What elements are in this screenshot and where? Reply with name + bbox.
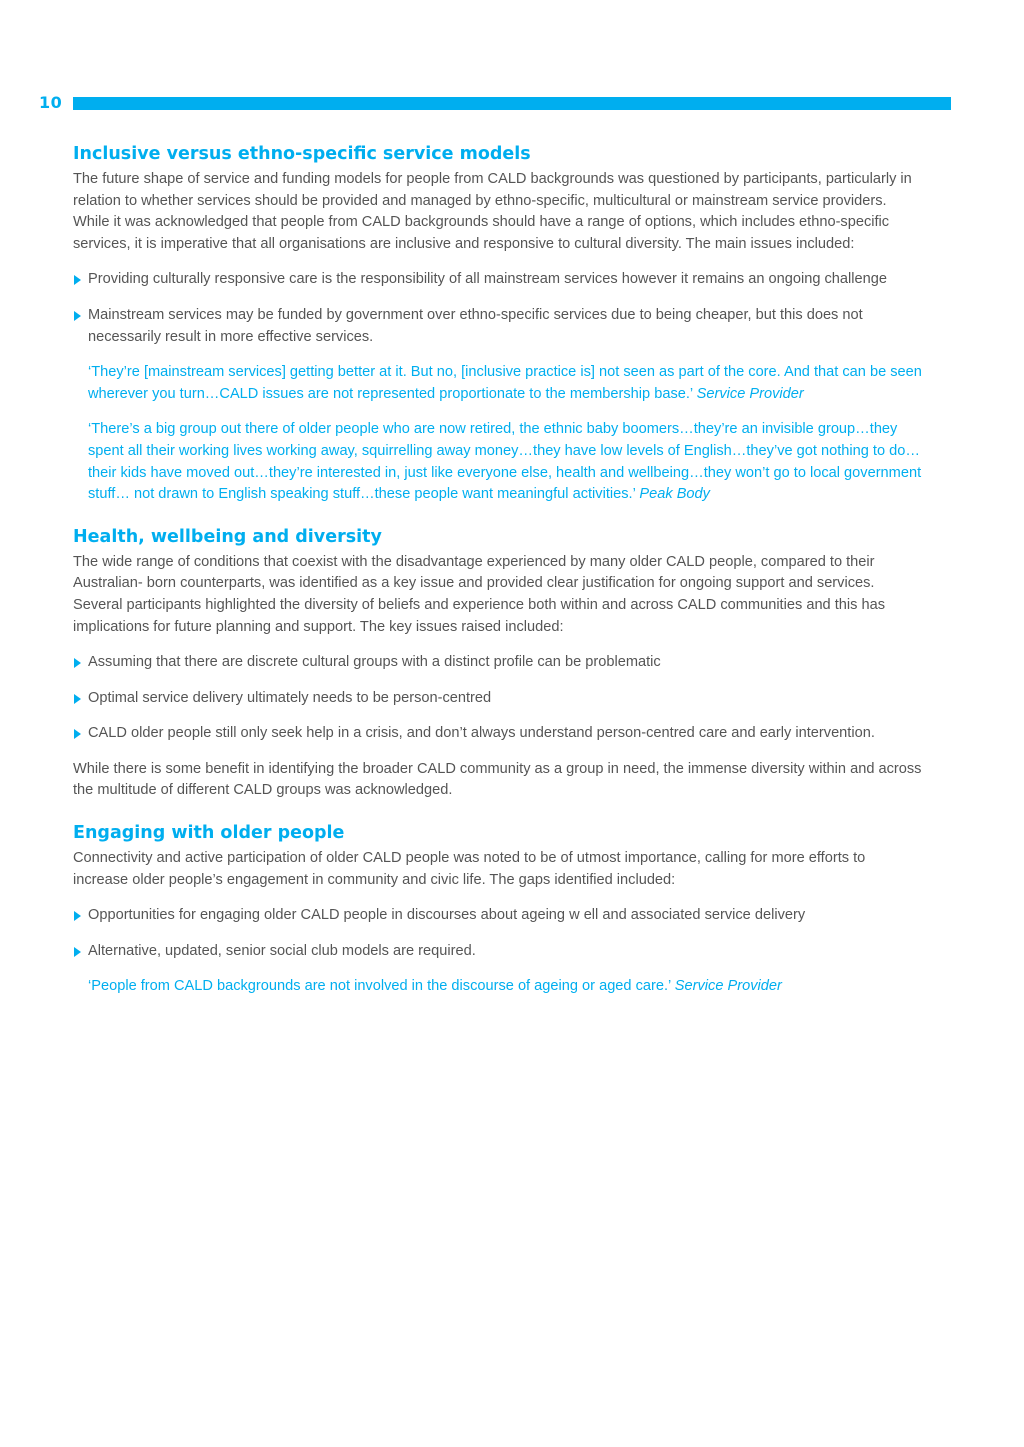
bullet-list: [73, 905, 923, 962]
bullet-text: CALD older people still only seek help in a crisis, and don’t always understand person-centred care and early intervention.: [88, 725, 875, 742]
section-intro: Connectivity and active participation of older CALD people was noted to be of utmost importance, calling for more efforts to increase older people’s engagement in community and civic life. The gaps identified included:: [73, 850, 866, 888]
quote-attribution: Peak Body: [639, 486, 710, 503]
bullet-text: Providing culturally responsive care is the responsibility of all mainstream services however it remains an ongoing challenge: [88, 271, 887, 288]
bullet-list: [73, 269, 923, 348]
bullet-text: Optimal service delivery ultimately needs to be person-centred: [88, 689, 492, 706]
quote-text: ‘They’re [mainstream services] getting better at it. But no, [inclusive practice is] not seen as part of the core. And that can be seen wherever you turn…CALD issues are not represented proportionate to the membership base.’: [88, 364, 922, 402]
section-intro: The wide range of conditions that coexist with the disadvantage experienced by many older CALD people, compared to their Australian- born counterparts, was identified as a key issue and provided clear justification for ongoing support and services. Several participants highlighted the diversity of beliefs and experience both within and across CALD communities and this has implications for future planning and support. The key issues raised included:: [73, 553, 886, 635]
section-health-wellbeing-diversity: [73, 525, 923, 802]
section-inclusive-service-models: [73, 142, 923, 506]
bullet-triangle-icon: [74, 311, 81, 321]
section-heading: Health, wellbeing and diversity: [73, 526, 382, 547]
section-engaging-older-people: [73, 821, 923, 998]
bullet-triangle-icon: [74, 658, 81, 668]
bullet-triangle-icon: [74, 911, 81, 921]
bullet-text: Assuming that there are discrete cultural groups with a distinct profile can be problematic: [88, 654, 661, 671]
bullet-item: [73, 905, 923, 927]
quote: [73, 419, 923, 505]
bullet-triangle-icon: [74, 694, 81, 704]
quote-attribution: Service Provider: [674, 978, 782, 995]
bullet-item: [73, 652, 923, 674]
bullet-item: [73, 941, 923, 963]
quote-attribution: Service Provider: [696, 385, 804, 402]
bullet-triangle-icon: [74, 947, 81, 957]
bullet-triangle-icon: [74, 729, 81, 739]
bullet-item: [73, 723, 923, 745]
quote-text: ‘There’s a big group out there of older people who are now retired, the ethnic baby boomers…they’re an invisible group…they spent all their working lives working away, squirrelling away money…they have low levels of English…they’ve got nothing to do…their kids have moved out…they’re interested in, just like everyone else, health and wellbeing…they won’t go to local government stuff… not drawn to English speaking stuff…these people want meaningful activities.’: [88, 421, 922, 503]
quote: [73, 362, 923, 405]
bullet-item: [73, 269, 923, 291]
page-content: [73, 142, 923, 1017]
header-bar: [73, 97, 951, 110]
bullet-text: Opportunities for engaging older CALD people in discourses about ageing w ell and associated service delivery: [88, 907, 806, 924]
quote: [73, 976, 923, 998]
bullet-triangle-icon: [74, 275, 81, 285]
bullet-text: Mainstream services may be funded by government over ethno-specific services due to being cheaper, but this does not necessarily result in more effective services.: [88, 306, 863, 345]
section-heading: Engaging with older people: [73, 823, 345, 844]
bullet-item: [73, 305, 923, 348]
bullet-text: Alternative, updated, senior social club models are required.: [88, 942, 476, 959]
bullet-list: [73, 652, 923, 745]
quote-text: ‘People from CALD backgrounds are not involved in the discourse of ageing or aged care.’: [88, 978, 675, 995]
bullet-item: [73, 688, 923, 710]
page-number: 10: [39, 93, 63, 112]
section-closing: While there is some benefit in identifying the broader CALD community as a group in need, the immense diversity within and across the multitude of different CALD groups was acknowledged.: [73, 760, 922, 799]
section-heading: Inclusive versus ethno-specific service models: [73, 144, 531, 164]
section-intro: The future shape of service and funding models for people from CALD backgrounds was questioned by participants, particularly in relation to whether services should be provided and managed by ethno-specific, multicultural or mainstream service providers. While it was acknowledged that people from CALD backgrounds should have a range of options, which includes ethno-specific services, it is imperative that all organisations are inclusive and responsive to cultural diversity. The main issues included:: [73, 171, 912, 252]
